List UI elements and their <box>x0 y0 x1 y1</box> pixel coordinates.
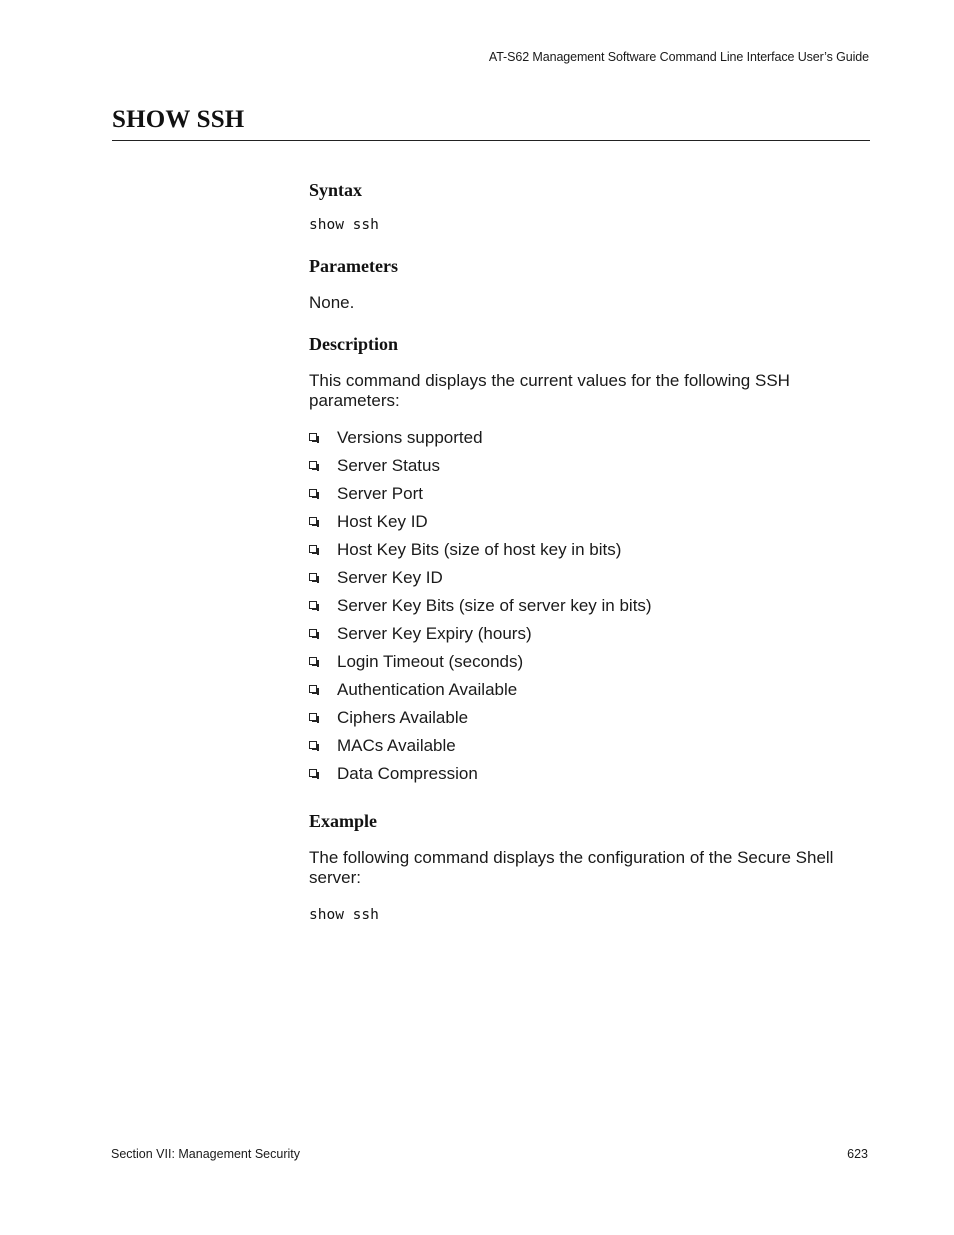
list-item-label: Versions supported <box>337 427 483 447</box>
list-item-label: Data Compression <box>337 763 478 783</box>
example-command: show ssh <box>309 906 379 923</box>
list-item <box>309 648 854 676</box>
footer-section: Section VII: Management Security <box>111 1147 300 1161</box>
list-item <box>309 760 854 788</box>
syntax-command: show ssh <box>309 217 379 233</box>
list-item-label: Server Key Bits (size of server key in bits) <box>337 595 652 615</box>
list-item-label: MACs Available <box>337 735 456 755</box>
list-item-label: Authentication Available <box>337 679 518 699</box>
list-item <box>309 592 854 620</box>
list-item-label: Server Status <box>337 455 440 475</box>
description-text: This command displays the current values for the following SSH parameters: <box>309 370 790 410</box>
list-item-label: Host Key ID <box>337 511 428 531</box>
list-item-label: Server Key ID <box>337 567 443 587</box>
list-item-label: Ciphers Available <box>337 707 469 727</box>
list-item-label: Host Key Bits (size of host key in bits) <box>337 539 622 559</box>
list-item-label: Login Timeout (seconds) <box>337 651 524 671</box>
list-item <box>309 704 854 732</box>
parameters-heading: Parameters <box>309 256 398 276</box>
list-item <box>309 424 854 452</box>
syntax-heading: Syntax <box>309 180 363 200</box>
list-item <box>309 564 854 592</box>
description-heading: Description <box>309 333 398 354</box>
list-item-label: Server Port <box>337 483 423 503</box>
list-item <box>309 732 854 760</box>
example-text: The following command displays the configuration of the Secure Shell server: <box>309 847 834 887</box>
list-item <box>309 452 854 480</box>
checkbox-bullet-icon <box>309 601 317 609</box>
checkbox-bullet-icon <box>309 741 317 749</box>
list-item <box>309 480 854 508</box>
checkbox-bullet-icon <box>309 433 317 441</box>
checkbox-bullet-icon <box>309 461 317 469</box>
checkbox-bullet-icon <box>309 657 317 665</box>
page-title: SHOW SSH <box>112 106 245 133</box>
title-divider <box>112 140 870 141</box>
checkbox-bullet-icon <box>309 517 317 525</box>
checkbox-bullet-icon <box>309 545 317 553</box>
checkbox-bullet-icon <box>309 629 317 637</box>
checkbox-bullet-icon <box>309 685 317 693</box>
checkbox-bullet-icon <box>309 769 317 777</box>
list-item-label: Server Key Expiry (hours) <box>337 623 532 643</box>
list-item <box>309 508 854 536</box>
list-item <box>309 536 854 564</box>
checkbox-bullet-icon <box>309 713 317 721</box>
page-number: 623 <box>847 1147 868 1161</box>
checkbox-bullet-icon <box>309 573 317 581</box>
example-heading: Example <box>309 810 378 831</box>
main-content <box>309 178 854 925</box>
parameters-text: None. <box>309 293 355 312</box>
running-header: AT-S62 Management Software Command Line Interface User’s Guide <box>488 50 869 64</box>
checkbox-bullet-icon <box>309 489 317 497</box>
list-item <box>309 676 854 704</box>
parameter-list <box>309 424 854 788</box>
list-item <box>309 620 854 648</box>
